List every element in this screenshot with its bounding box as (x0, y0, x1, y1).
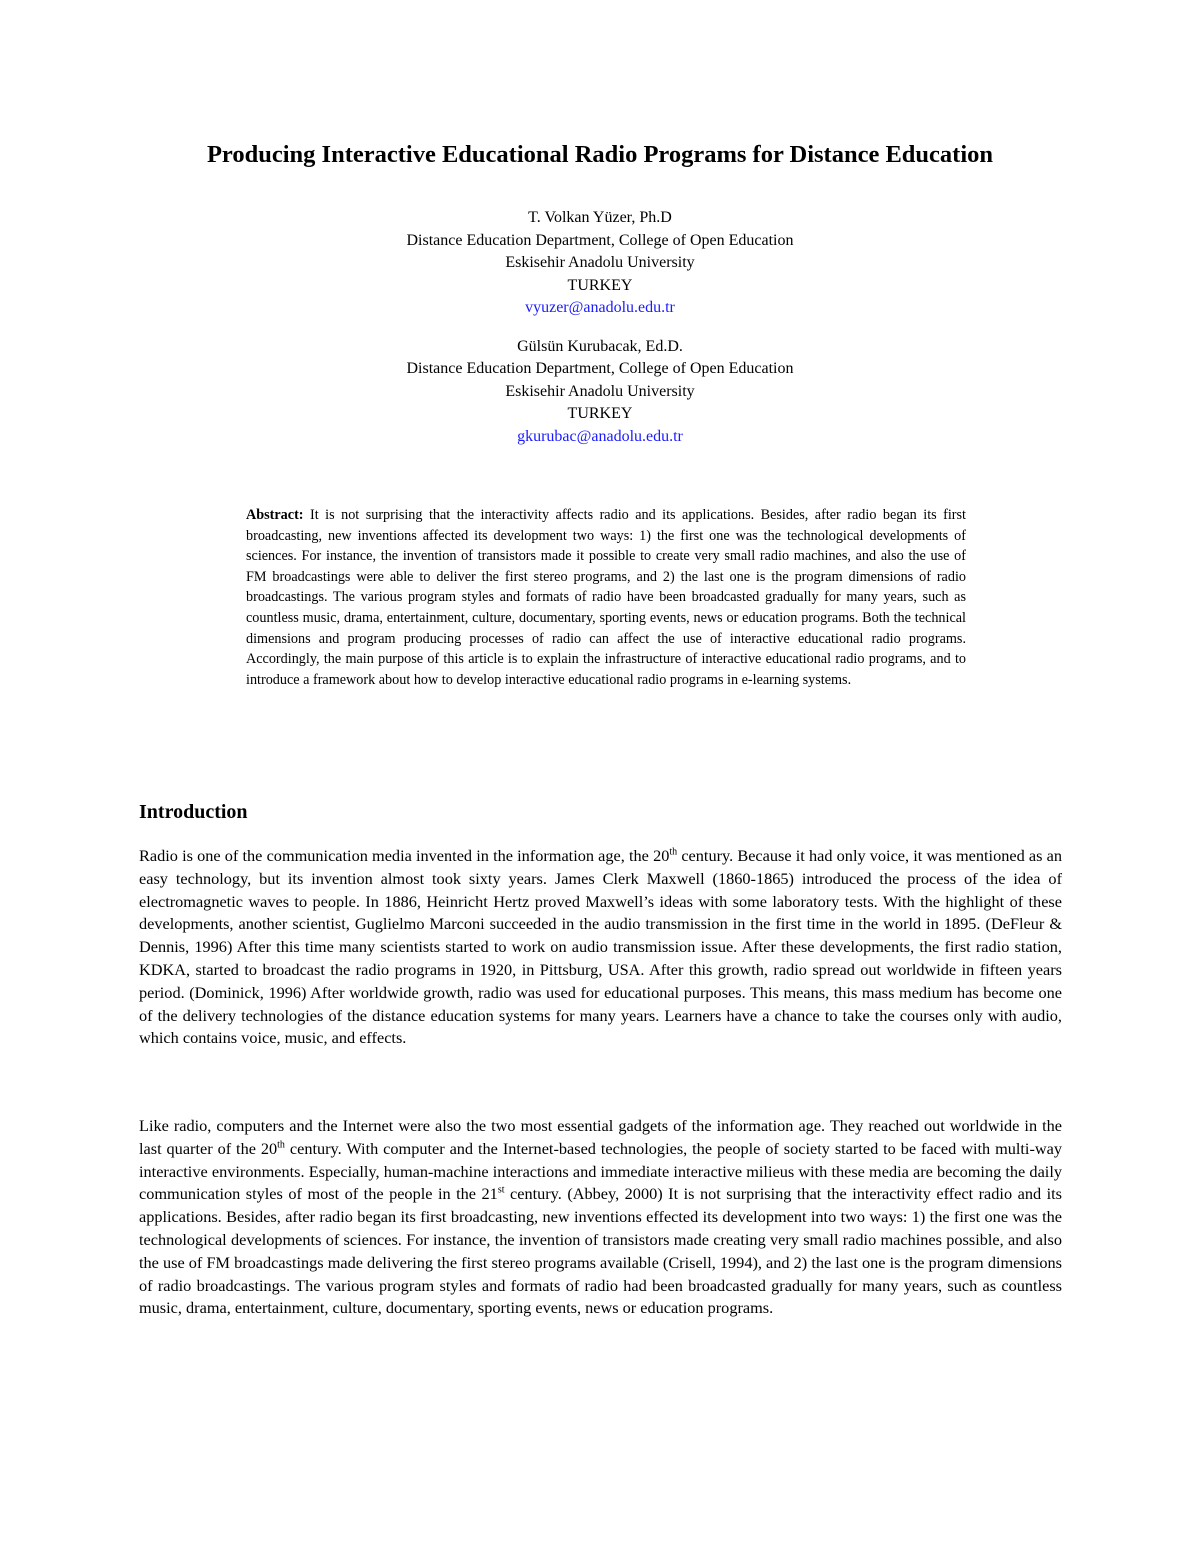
paragraph-text: century. (Abbey, 2000) It is not surprising that the interactivity effect radio and its applications. Besides, after radio began its first broadcasting, new inventions effected its development into two ways: 1) the first one was the technological developments of sciences. For instance, the invention of transistors made creating very small radio machines possible, and also the use of FM broadcastings made delivering the first stereo programs available (Crisell, 1994), and 2) the last one is the program dimensions of radio broadcastings. The various program styles and formats of radio had been broadcasted gradually for many years, such as countless music, drama, entertainment, culture, documentary, sporting events, news or education programs. (139, 1184, 1062, 1318)
abstract-label: Abstract: (246, 507, 304, 523)
author-university: Eskisehir Anadolu University (505, 254, 695, 271)
author-email-link[interactable]: gkurubac@anadolu.edu.tr (517, 427, 683, 445)
author-name: Gülsün Kurubacak, Ed.D. (517, 337, 683, 355)
superscript: th (669, 846, 678, 858)
paragraph-text: century. Because it had only voice, it was mentioned as an easy technology, but its invention almost took sixty years. James Clerk Maxwell (1860-1865) introduced the process of the idea of electromagnetic waves to people. In 1886, Heinricht Hertz proved Maxwell’s ideas with some laboratory tests. With the highlight of these developments, another scientist, Guglielmo Marconi succeeded in the audio transmission in the first time in the world in 1895. (DeFleur & Dennis, 1996) After this time many scientists started to work on audio transmission issue. After these developments, the first radio station, KDKA, started to broadcast the radio programs in 1920, in Pittsburg, USA. After this growth, radio spread out worldwide in fifteen years period. (Dominick, 1996) After worldwide growth, radio was used for educational purposes. This means, this mass medium has become one of the delivery technologies of the distance education systems for many years. Learners have a chance to take the courses only with audio, which contains voice, music, and effects. (139, 846, 1063, 1048)
paragraph-text: century. With computer and the Internet-based technologies, the people of society started to be faced with multi-way interactive environments. Especially, human-machine interactions and immediate interactive milieus with these media are becoming the daily communication styles of most of the people in the 21 (139, 1138, 1062, 1204)
author-email-link[interactable]: vyuzer@anadolu.edu.tr (525, 299, 675, 316)
author-list (0, 207, 1200, 448)
author-department: Distance Education Department, College of Open Education (406, 360, 794, 377)
intro-paragraph-2 (139, 1115, 1062, 1320)
author-name: T. Volkan Yüzer, Ph.D (528, 209, 672, 226)
superscript: th (277, 1139, 285, 1151)
author-department: Distance Education Department, College of Open Education (406, 231, 794, 249)
author-country: TURKEY (567, 405, 633, 422)
paragraph-text: Like radio, computers and the Internet were also the two most essential gadgets of the information age. They reached out worldwide in the last quarter of the 20 (139, 1116, 1062, 1158)
author-block (0, 336, 1200, 449)
section-heading-introduction: Introduction (139, 801, 248, 823)
paragraph-text: Radio is one of the communication media invented in the information age, the 20 (139, 846, 670, 865)
author-block (0, 207, 1200, 320)
superscript: st (497, 1184, 505, 1196)
paper-title: Producing Interactive Educational Radio Programs for Distance Education (206, 141, 994, 168)
author-country: TURKEY (567, 276, 633, 294)
author-university: Eskisehir Anadolu University (505, 382, 695, 400)
abstract-text: It is not surprising that the interactivity affects radio and its applications. Besides, after radio began its first broadcasting, new inventions affected its development two ways: 1) the first one was the technological developments of sciences. For instance, the invention of transistors made it possible to create very small radio machines, and also the use of FM broadcastings were able to deliver the first stereo programs, and 2) the last one is the program dimensions of radio broadcastings. The various program styles and formats of radio have been broadcasted gradually for many years, such as countless music, drama, entertainment, culture, documentary, sporting events, news or education programs. Both the technical dimensions and program producing processes of radio can affect the use of interactive educational radio programs. Accordingly, the main purpose of this article is to explain the infrastructure of interactive educational radio programs, and to introduce a framework about how to develop interactive educational radio programs in e-learning systems. (246, 507, 966, 688)
abstract (246, 505, 966, 690)
intro-paragraph-1 (139, 845, 1062, 1050)
